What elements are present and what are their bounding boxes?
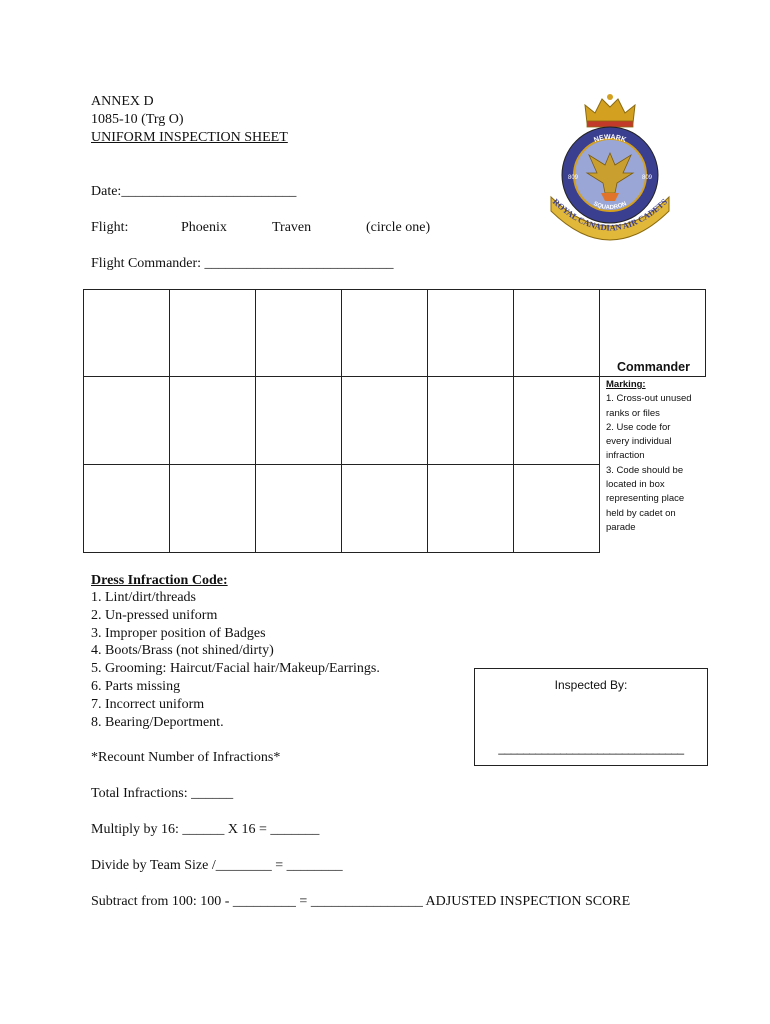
crest-number-right: 809: [642, 175, 653, 181]
date-field[interactable]: Date:_________________________: [91, 184, 297, 199]
crest-top-text: NEWARK: [593, 133, 627, 145]
crown-icon: [585, 94, 635, 127]
marking-line: located in box: [606, 479, 665, 491]
grid-cell[interactable]: [341, 464, 428, 553]
grid-cell[interactable]: [513, 289, 600, 377]
marking-line: held by cadet on: [606, 507, 676, 519]
marking-line: 2. Use code for: [606, 421, 671, 433]
marking-line: every individual: [606, 436, 672, 448]
grid-cell[interactable]: [83, 289, 170, 377]
grid-cell[interactable]: [83, 376, 170, 465]
divide-field[interactable]: Divide by Team Size /________ = ________: [91, 858, 343, 873]
infraction-code-item: 3. Improper position of Badges: [91, 626, 266, 641]
infraction-code-item: 8. Bearing/Deportment.: [91, 715, 224, 730]
adjusted-score-field[interactable]: Subtract from 100: 100 - _________ = ________________ ADJUSTED INSPECTION SCORE: [91, 894, 631, 909]
annex-label: ANNEX D: [91, 94, 154, 109]
infraction-code-item: 7. Incorrect uniform: [91, 697, 205, 712]
marking-line: representing place: [606, 493, 685, 505]
squadron-crest: [549, 93, 671, 245]
grid-cell[interactable]: [255, 376, 342, 465]
infraction-code-item: 4. Boots/Brass (not shined/dirty): [91, 643, 274, 658]
grid-cell[interactable]: [255, 464, 342, 553]
infraction-code-title: Dress Infraction Code:: [91, 573, 228, 588]
marking-line: ranks or files: [606, 407, 660, 419]
inspected-by-label: Inspected By:: [554, 678, 628, 692]
grid-cell[interactable]: [341, 376, 428, 465]
grid-cell[interactable]: [513, 376, 600, 465]
grid-cell[interactable]: [169, 289, 256, 377]
flight-option-traven[interactable]: Traven: [272, 220, 312, 235]
inspected-by-signature-line[interactable]: ______________________________: [498, 741, 684, 755]
multiply-field[interactable]: Multiply by 16: ______ X 16 = _______: [91, 822, 320, 837]
crest-ribbon-text: ROYAL CANADIAN AIR CADETS: [550, 196, 670, 233]
marking-title: Marking:: [606, 379, 646, 390]
grid-cell[interactable]: [513, 464, 600, 553]
flight-label: Flight:: [91, 220, 129, 235]
page-title: UNIFORM INSPECTION SHEET: [91, 130, 288, 145]
marking-line: infraction: [606, 450, 645, 462]
infraction-code-item: 6. Parts missing: [91, 679, 181, 694]
crest-number-left: 809: [568, 175, 579, 181]
circle-note: (circle one): [366, 220, 431, 235]
grid-cell[interactable]: [169, 464, 256, 553]
infraction-code-item: 1. Lint/dirt/threads: [91, 590, 196, 605]
flight-option-phoenix[interactable]: Phoenix: [181, 220, 227, 235]
marking-line: 3. Code should be: [606, 464, 684, 476]
grid-cell[interactable]: [169, 376, 256, 465]
reference-number: 1085-10 (Trg O): [91, 112, 184, 127]
marking-instructions: [606, 378, 692, 535]
recount-note: *Recount Number of Infractions*: [91, 750, 281, 765]
flight-commander-field[interactable]: Flight Commander: ___________________________: [91, 256, 394, 271]
grid-cell[interactable]: [83, 464, 170, 553]
grid-cell[interactable]: [341, 289, 428, 377]
marking-line: parade: [606, 521, 636, 533]
crest-bottom-text: SQUADRON: [592, 201, 628, 212]
grid-cell[interactable]: [427, 464, 514, 553]
grid-cell[interactable]: [427, 376, 514, 465]
total-infractions-field[interactable]: Total Infractions: ______: [91, 786, 234, 801]
grid-cell[interactable]: [427, 289, 514, 377]
inspected-by-box[interactable]: [474, 668, 708, 766]
grid-cell[interactable]: [255, 289, 342, 377]
infraction-code-item: 5. Grooming: Haircut/Facial hair/Makeup/Earrings.: [91, 661, 380, 676]
marking-line: 1. Cross-out unused: [606, 393, 692, 405]
commander-header: Commander: [617, 360, 690, 374]
infraction-code-item: 2. Un-pressed uniform: [91, 608, 218, 623]
